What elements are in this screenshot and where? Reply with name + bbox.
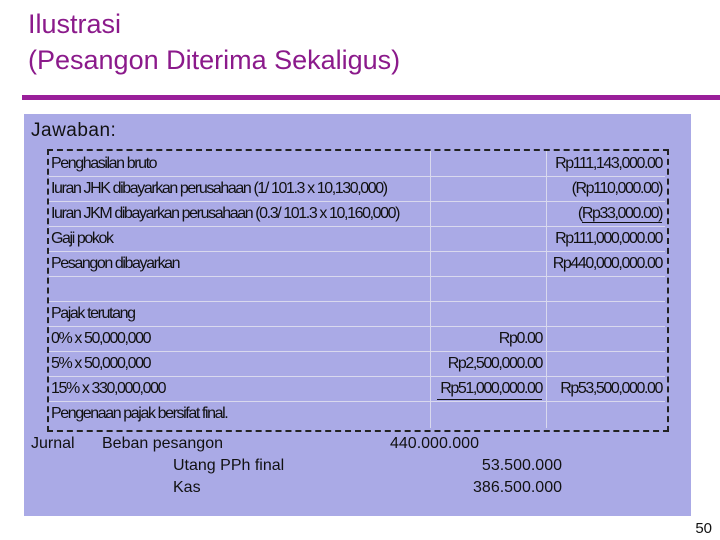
title-rule <box>22 95 720 100</box>
table-cell-label: Pajak terutang <box>51 305 135 322</box>
table-divider <box>49 176 665 177</box>
slide-title <box>28 6 400 78</box>
table-divider <box>49 351 665 352</box>
title-line-1: Ilustrasi <box>28 9 122 39</box>
title-line-2: (Pesangon Diterima Sekaligus) <box>28 45 401 75</box>
table-cell-value: (Rp33,000.00) <box>577 205 662 222</box>
table-cell-value: Rp111,000,000.00 <box>555 230 662 247</box>
value-underline <box>437 399 542 400</box>
table-cell-label: 15% x 330,000,000 <box>51 380 166 397</box>
table-cell-label: Pengenaan pajak bersifat final. <box>51 405 228 422</box>
table-cell-label: 0% x 50,000,000 <box>51 330 151 347</box>
table-cell-label: Iuran JKM dibayarkan perusahaan (0.3/ 101.3 x 10,160,000) <box>51 205 400 222</box>
table-cell-label: Penghasilan bruto <box>51 155 157 172</box>
table-cell-value: Rp111,143,000.00 <box>555 155 662 172</box>
table-cell-label: 5% x 50,000,000 <box>51 355 151 372</box>
table-cell-label: Gaji pokok <box>51 230 113 247</box>
jurnal-account: Beban pesangon <box>102 435 223 452</box>
table-divider <box>49 201 665 202</box>
table-divider <box>49 401 665 402</box>
jurnal-credit: 386.500.000 <box>473 479 562 496</box>
table-cell-value: Rp51,000,000.00 <box>440 380 542 397</box>
jurnal-debit: 440.000.000 <box>390 435 479 452</box>
table-divider <box>49 376 665 377</box>
table-divider <box>49 226 665 227</box>
table-cell-value: Rp53,500,000.00 <box>560 380 662 397</box>
value-underline <box>582 222 662 223</box>
table-cell-label: Iuran JHK dibayarkan perusahaan (1/ 101.3 x 10,130,000) <box>51 180 387 197</box>
jurnal-credit: 53.500.000 <box>481 457 562 474</box>
table-cell-value: Rp0.00 <box>498 330 542 347</box>
page-number: 50 <box>695 520 712 537</box>
table-cell-label: Pesangon dibayarkan <box>51 255 180 272</box>
table-divider <box>49 301 665 302</box>
table-divider <box>49 276 665 277</box>
table-divider <box>546 151 547 428</box>
jawaban-label: Jawaban: <box>31 120 117 141</box>
table-divider <box>49 326 665 327</box>
table-cell-value: Rp2,500,000.00 <box>447 355 542 372</box>
jurnal-account: Utang PPh final <box>173 457 285 474</box>
jurnal-account: Kas <box>173 479 201 496</box>
table-divider <box>49 251 665 252</box>
table-cell-value: Rp440,000,000.00 <box>552 255 662 272</box>
table-cell-value: (Rp110,000.00) <box>571 180 662 197</box>
jurnal-label: Jurnal <box>31 435 75 452</box>
table-divider <box>430 151 431 428</box>
